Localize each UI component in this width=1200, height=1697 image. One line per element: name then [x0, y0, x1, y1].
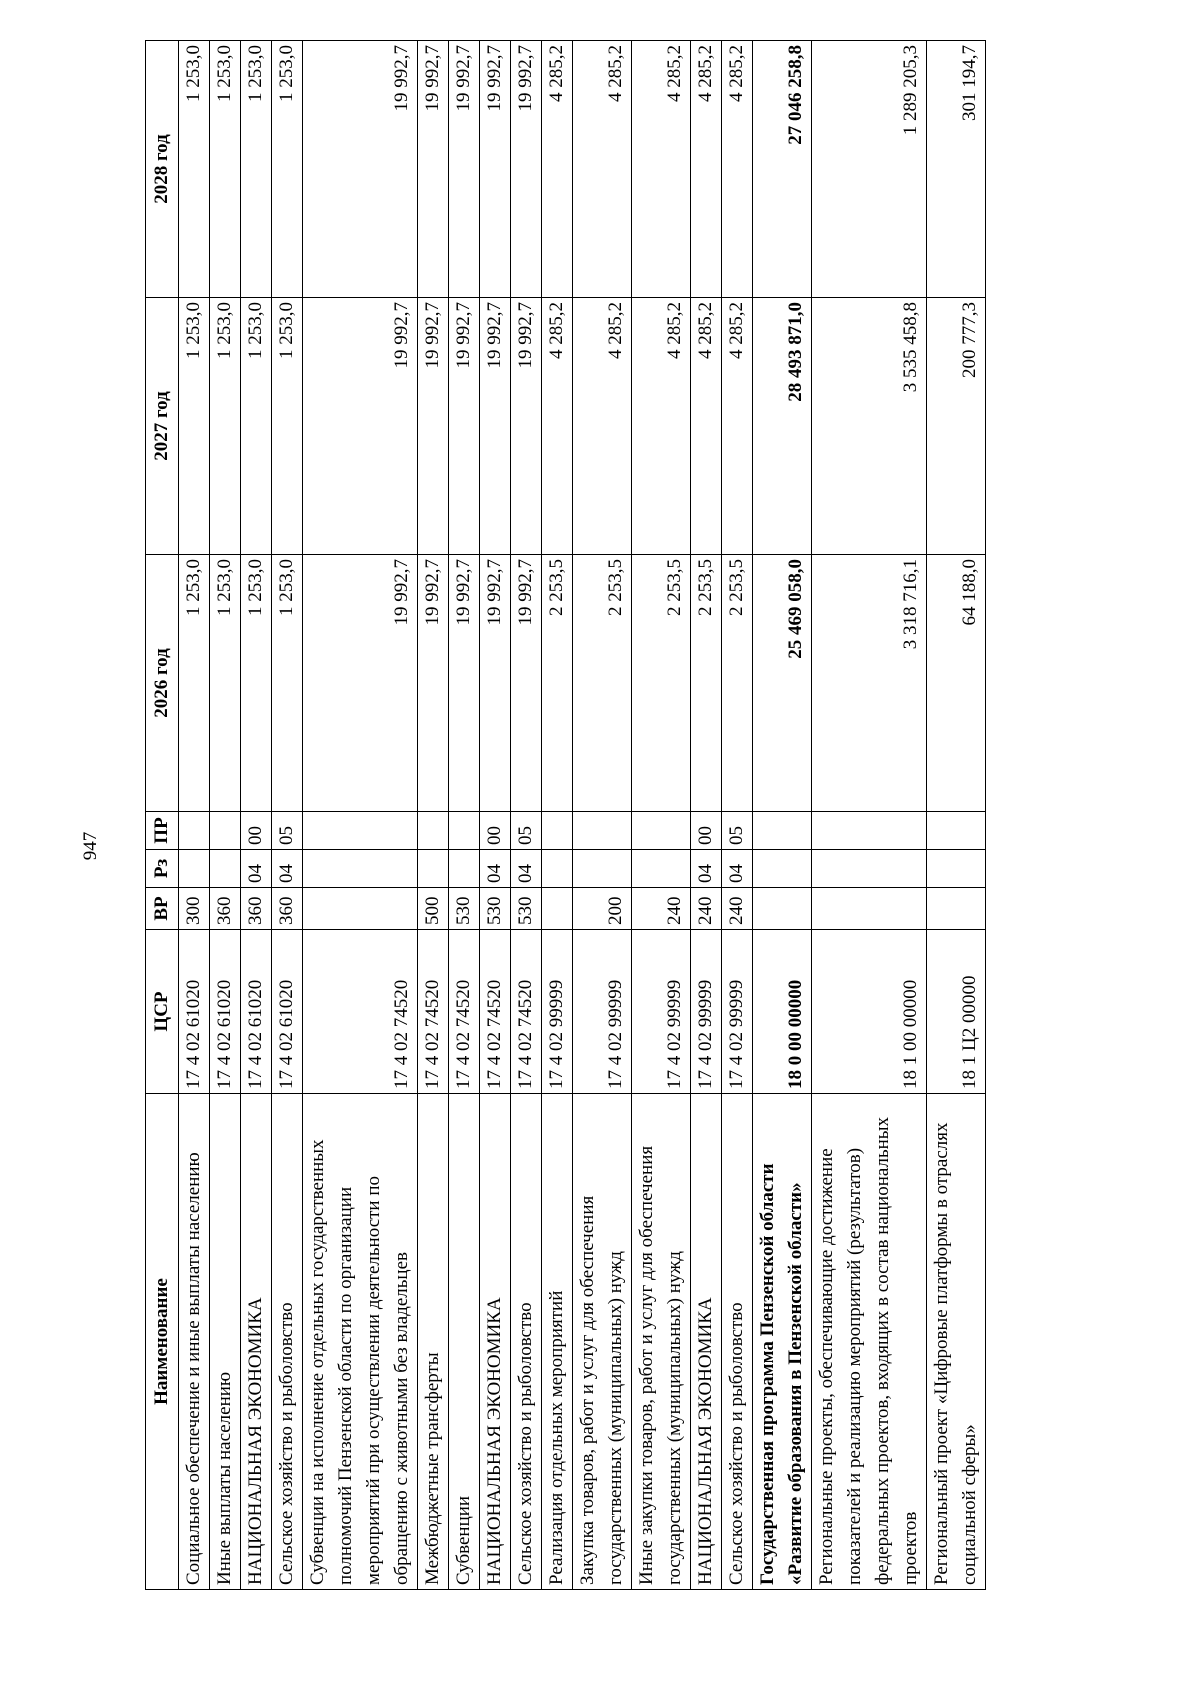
table-cell-rz — [179, 850, 210, 888]
table-row — [418, 41, 449, 1590]
table-row — [303, 41, 418, 1590]
table-row — [179, 41, 210, 1590]
table-cell-2026: 64 188,0 — [927, 555, 986, 812]
table-header-row — [146, 41, 179, 1590]
table-cell-2028: 301 194,7 — [927, 41, 986, 298]
table-cell-pr — [449, 812, 480, 850]
table-cell-csr: 17 4 02 61020 — [241, 930, 272, 1094]
table-cell-2028: 1 289 205,3 — [812, 41, 927, 298]
table-cell-rz: 04 — [272, 850, 303, 888]
header-rz: Рз — [146, 850, 179, 888]
table-cell-vr: 360 — [241, 888, 272, 930]
table-row — [511, 41, 542, 1590]
table-cell-2027: 19 992,7 — [511, 298, 542, 555]
table-row — [812, 41, 927, 1590]
table-row — [272, 41, 303, 1590]
table-cell-2028: 1 253,0 — [241, 41, 272, 298]
table-cell-name: Иные выплаты населению — [210, 1094, 241, 1590]
header-2027: 2027 год — [146, 298, 179, 555]
table-cell-pr: 00 — [241, 812, 272, 850]
table-cell-rz — [573, 850, 632, 888]
table-cell-vr: 240 — [722, 888, 753, 930]
table-cell-rz — [210, 850, 241, 888]
table-cell-pr — [542, 812, 573, 850]
header-pr: ПР — [146, 812, 179, 850]
table-cell-2028: 19 992,7 — [303, 41, 418, 298]
table-cell-2028: 1 253,0 — [272, 41, 303, 298]
table-cell-name: Реализация отдельных мероприятий — [542, 1094, 573, 1590]
table-cell-2026: 1 253,0 — [210, 555, 241, 812]
table-cell-2028: 1 253,0 — [210, 41, 241, 298]
table-cell-csr: 17 4 02 74520 — [418, 930, 449, 1094]
table-cell-csr: 17 4 02 61020 — [179, 930, 210, 1094]
table-cell-2027: 4 285,2 — [542, 298, 573, 555]
table-row — [241, 41, 272, 1590]
table-cell-name: НАЦИОНАЛЬНАЯ ЭКОНОМИКА — [480, 1094, 511, 1590]
table-cell-pr — [812, 812, 927, 850]
table-cell-csr: 17 4 02 61020 — [272, 930, 303, 1094]
table-cell-name: Сельское хозяйство и рыболовство — [722, 1094, 753, 1590]
table-cell-csr: 17 4 02 74520 — [449, 930, 480, 1094]
table-cell-2026: 1 253,0 — [272, 555, 303, 812]
table-cell-pr: 05 — [722, 812, 753, 850]
table-cell-pr — [418, 812, 449, 850]
page-number: 947 — [80, 831, 101, 861]
rotated-table-container — [145, 40, 980, 1590]
table-cell-vr: 240 — [691, 888, 722, 930]
header-2028: 2028 год — [146, 41, 179, 298]
table-cell-rz — [812, 850, 927, 888]
table-cell-vr: 530 — [511, 888, 542, 930]
table-cell-rz: 04 — [722, 850, 753, 888]
table-cell-rz — [753, 850, 812, 888]
table-cell-2028: 27 046 258,8 — [753, 41, 812, 298]
table-cell-csr: 17 4 02 99999 — [573, 930, 632, 1094]
table-cell-name: Сельское хозяйство и рыболовство — [511, 1094, 542, 1590]
table-cell-2028: 19 992,7 — [480, 41, 511, 298]
table-row — [722, 41, 753, 1590]
table-cell-name: НАЦИОНАЛЬНАЯ ЭКОНОМИКА — [691, 1094, 722, 1590]
table-cell-rz — [542, 850, 573, 888]
table-cell-2027: 1 253,0 — [179, 298, 210, 555]
table-cell-csr: 17 4 02 74520 — [511, 930, 542, 1094]
table-row — [573, 41, 632, 1590]
table-cell-rz: 04 — [511, 850, 542, 888]
table-cell-vr — [927, 888, 986, 930]
header-2026: 2026 год — [146, 555, 179, 812]
table-row — [691, 41, 722, 1590]
table-cell-2026: 2 253,5 — [573, 555, 632, 812]
table-cell-2026: 2 253,5 — [722, 555, 753, 812]
table-cell-2027: 4 285,2 — [632, 298, 691, 555]
table-cell-2027: 28 493 871,0 — [753, 298, 812, 555]
table-cell-rz — [632, 850, 691, 888]
header-vr: ВР — [146, 888, 179, 930]
table-cell-csr: 17 4 02 99999 — [722, 930, 753, 1094]
table-cell-csr: 17 4 02 99999 — [632, 930, 691, 1094]
table-row — [753, 41, 812, 1590]
table-cell-2027: 19 992,7 — [480, 298, 511, 555]
header-csr: ЦСР — [146, 930, 179, 1094]
table-row — [449, 41, 480, 1590]
table-cell-2026: 2 253,5 — [691, 555, 722, 812]
table-cell-2026: 1 253,0 — [179, 555, 210, 812]
table-cell-pr — [179, 812, 210, 850]
table-cell-pr — [210, 812, 241, 850]
table-cell-name: Субвенции на исполнение отдельных государственных полномочий Пензенской области по организации мероприятий при осуществлении деятельности по обращению с животными без владельцев — [303, 1094, 418, 1590]
table-cell-2026: 19 992,7 — [480, 555, 511, 812]
table-cell-2026: 19 992,7 — [418, 555, 449, 812]
table-cell-rz: 04 — [691, 850, 722, 888]
table-cell-name: Региональные проекты, обеспечивающие достижение показателей и реализацию мероприятий (результатов) федеральных проектов, входящих в состав национальных проектов — [812, 1094, 927, 1590]
table-cell-rz: 04 — [241, 850, 272, 888]
table-cell-pr — [927, 812, 986, 850]
table-cell-pr — [303, 812, 418, 850]
table-cell-vr: 530 — [449, 888, 480, 930]
table-cell-name: Социальное обеспечение и иные выплаты населению — [179, 1094, 210, 1590]
table-cell-2028: 4 285,2 — [573, 41, 632, 298]
table-cell-rz — [927, 850, 986, 888]
table-cell-2027: 1 253,0 — [210, 298, 241, 555]
table-cell-2028: 1 253,0 — [179, 41, 210, 298]
table-cell-2028: 4 285,2 — [722, 41, 753, 298]
table-cell-name: НАЦИОНАЛЬНАЯ ЭКОНОМИКА — [241, 1094, 272, 1590]
table-cell-vr: 360 — [272, 888, 303, 930]
table-cell-2026: 2 253,5 — [632, 555, 691, 812]
table-cell-vr: 360 — [210, 888, 241, 930]
table-cell-vr — [753, 888, 812, 930]
table-row — [542, 41, 573, 1590]
table-cell-pr — [753, 812, 812, 850]
table-cell-2026: 19 992,7 — [511, 555, 542, 812]
table-cell-2026: 2 253,5 — [542, 555, 573, 812]
table-cell-rz — [303, 850, 418, 888]
table-cell-rz — [418, 850, 449, 888]
table-cell-2027: 19 992,7 — [418, 298, 449, 555]
table-cell-2028: 19 992,7 — [418, 41, 449, 298]
table-cell-2027: 4 285,2 — [573, 298, 632, 555]
table-cell-2028: 19 992,7 — [449, 41, 480, 298]
table-cell-vr — [303, 888, 418, 930]
table-cell-2026: 19 992,7 — [449, 555, 480, 812]
table-cell-2026: 3 318 716,1 — [812, 555, 927, 812]
table-row — [480, 41, 511, 1590]
table-cell-vr: 200 — [573, 888, 632, 930]
table-cell-pr — [573, 812, 632, 850]
table-cell-rz: 04 — [480, 850, 511, 888]
table-row — [210, 41, 241, 1590]
table-cell-2028: 4 285,2 — [632, 41, 691, 298]
table-row — [632, 41, 691, 1590]
table-cell-name: Региональный проект «Цифровые платформы в отраслях социальной сферы» — [927, 1094, 986, 1590]
table-cell-pr: 05 — [511, 812, 542, 850]
table-cell-name: Закупка товаров, работ и услуг для обеспечения государственных (муниципальных) нужд — [573, 1094, 632, 1590]
table-cell-csr: 18 0 00 00000 — [753, 930, 812, 1094]
table-cell-vr — [812, 888, 927, 930]
table-cell-name: Иные закупки товаров, работ и услуг для обеспечения государственных (муниципальных) нужд — [632, 1094, 691, 1590]
table-cell-vr: 530 — [480, 888, 511, 930]
table-cell-name: Государственная программа Пензенской области «Развитие образования в Пензенской области» — [753, 1094, 812, 1590]
table-cell-2027: 200 777,3 — [927, 298, 986, 555]
table-cell-2027: 19 992,7 — [303, 298, 418, 555]
table-cell-csr: 18 1 Ц2 00000 — [927, 930, 986, 1094]
table-cell-name: Субвенции — [449, 1094, 480, 1590]
table-cell-pr: 05 — [272, 812, 303, 850]
table-cell-2027: 19 992,7 — [449, 298, 480, 555]
table-cell-csr: 18 1 00 00000 — [812, 930, 927, 1094]
table-cell-2027: 1 253,0 — [241, 298, 272, 555]
table-cell-2026: 19 992,7 — [303, 555, 418, 812]
table-cell-2027: 4 285,2 — [691, 298, 722, 555]
table-cell-vr: 500 — [418, 888, 449, 930]
table-cell-csr: 17 4 02 74520 — [480, 930, 511, 1094]
table-cell-vr — [542, 888, 573, 930]
table-cell-csr: 17 4 02 61020 — [210, 930, 241, 1094]
header-name: Наименование — [146, 1094, 179, 1590]
table-cell-2028: 19 992,7 — [511, 41, 542, 298]
table-cell-pr: 00 — [480, 812, 511, 850]
table-cell-name: Межбюджетные трансферты — [418, 1094, 449, 1590]
table-cell-csr: 17 4 02 99999 — [542, 930, 573, 1094]
table-cell-vr: 300 — [179, 888, 210, 930]
table-cell-2028: 4 285,2 — [542, 41, 573, 298]
table-cell-2026: 1 253,0 — [241, 555, 272, 812]
table-cell-2028: 4 285,2 — [691, 41, 722, 298]
table-row — [927, 41, 986, 1590]
table-cell-vr: 240 — [632, 888, 691, 930]
table-cell-csr: 17 4 02 99999 — [691, 930, 722, 1094]
table-cell-2027: 1 253,0 — [272, 298, 303, 555]
budget-table — [145, 40, 986, 1590]
table-cell-2027: 4 285,2 — [722, 298, 753, 555]
table-cell-pr — [632, 812, 691, 850]
table-cell-2026: 25 469 058,0 — [753, 555, 812, 812]
table-cell-csr: 17 4 02 74520 — [303, 930, 418, 1094]
table-cell-name: Сельское хозяйство и рыболовство — [272, 1094, 303, 1590]
table-cell-rz — [449, 850, 480, 888]
table-cell-pr: 00 — [691, 812, 722, 850]
table-cell-2027: 3 535 458,8 — [812, 298, 927, 555]
